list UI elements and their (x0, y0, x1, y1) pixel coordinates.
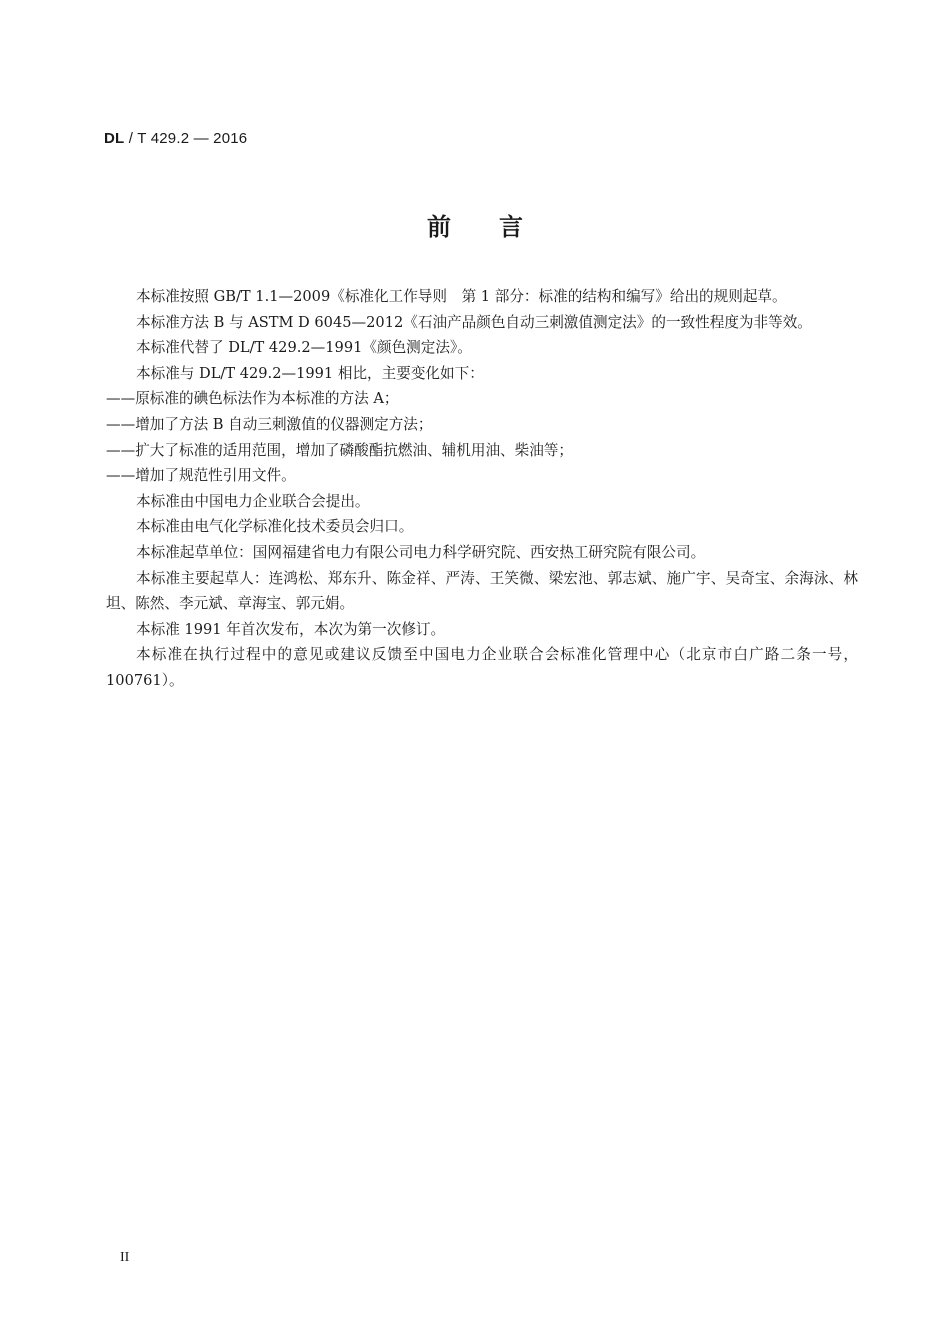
paragraph-drafters: 本标准主要起草人：连鸿松、郑东升、陈金祥、严涛、王笑微、梁宏池、郭志斌、施广宇、吴奇宝、余海泳、林坦、陈然、李元斌、章海宝、郭元娟。 (106, 569, 858, 613)
paragraph-committee: 本标准由电气化学标准化技术委员会归口。 (136, 518, 414, 536)
paragraph-replaces: 本标准代替了 DL/T 429.2—1991《颜色测定法》。 (136, 339, 472, 357)
page-number: II (120, 1250, 130, 1265)
page-title: 前言 (427, 213, 571, 241)
paragraph-feedback: 本标准在执行过程中的意见或建议反馈至中国电力企业联合会标准化管理中心（北京市白广路二条一号，100761）。 (106, 646, 858, 689)
change-item: ——增加了规范性引用文件。 (106, 467, 296, 485)
paragraph-drafting-units: 本标准起草单位：国网福建省电力有限公司电力科学研究院、西安热工研究院有限公司。 (136, 543, 706, 561)
paragraph-drafting-rules: 本标准按照 GB/T 1.1—2009《标准化工作导则 第 1 部分：标准的结构和编写》给出的规则起草。 (136, 288, 787, 305)
paragraph-proposer: 本标准由中国电力企业联合会提出。 (136, 492, 370, 510)
paragraph-consistency: 本标准方法 B 与 ASTM D 6045—2012《石油产品颜色自动三刺激值测定法》的一致性程度为非等效。 (136, 313, 812, 331)
foreword-body (106, 284, 858, 694)
standard-code-prefix: DL (104, 130, 125, 147)
change-item: ——增加了方法 B 自动三刺激值的仪器测定方法； (106, 415, 433, 433)
change-item: ——原标准的碘色标法作为本标准的方法 A； (106, 390, 399, 408)
paragraph-history: 本标准 1991 年首次发布，本次为第一次修订。 (136, 620, 446, 638)
paragraph-changes-intro: 本标准与 DL/T 429.2—1991 相比，主要变化如下： (136, 364, 484, 382)
change-item: ——扩大了标准的适用范围，增加了磷酸酯抗燃油、辅机用油、柴油等； (106, 441, 574, 459)
standard-code (104, 130, 247, 147)
standard-code-number: / T 429.2 — 2016 (124, 130, 248, 147)
